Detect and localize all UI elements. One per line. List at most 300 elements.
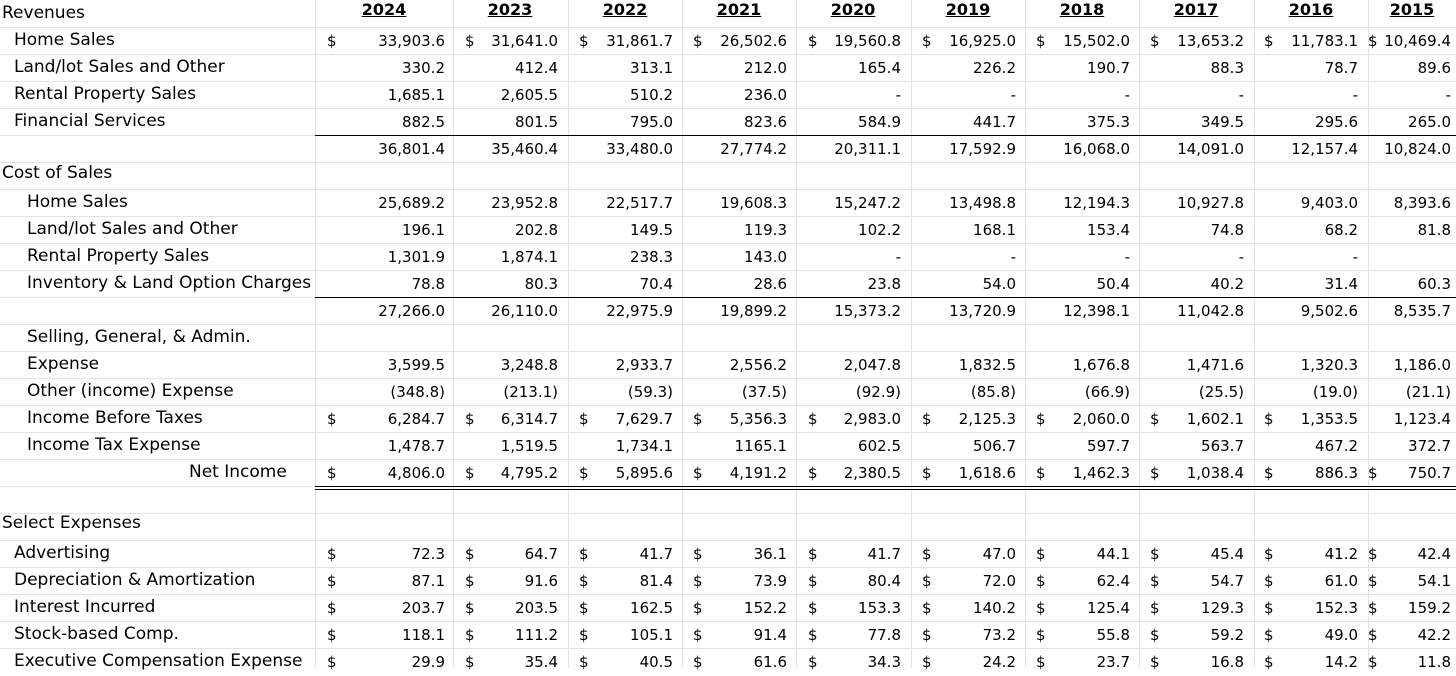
value-cell: 1,471.6: [1186, 356, 1244, 374]
income-tax-expense-row: [0, 432, 1456, 459]
currency-symbol: $: [1150, 653, 1160, 671]
currency-symbol: $: [1036, 32, 1046, 50]
value-cell: 64.7: [524, 545, 558, 563]
value-cell: 4,795.2: [500, 464, 558, 482]
value-cell: 61.0: [1324, 572, 1358, 590]
value-cell: 40.2: [1210, 275, 1244, 293]
value-cell: 54.0: [982, 275, 1016, 293]
value-cell: 91.4: [753, 626, 787, 644]
currency-symbol: $: [1368, 32, 1378, 50]
currency-symbol: $: [1036, 572, 1046, 590]
currency-symbol: $: [1368, 464, 1378, 482]
value-cell: 73.9: [753, 572, 787, 590]
currency-symbol: $: [693, 599, 703, 617]
value-cell: 203.5: [515, 599, 558, 617]
value-cell: 11,042.8: [1177, 302, 1244, 320]
value-cell: 9,502.6: [1300, 302, 1358, 320]
value-cell: 80.3: [524, 275, 558, 293]
value-cell: 2,125.3: [958, 410, 1016, 428]
value-cell: 72.0: [982, 572, 1016, 590]
value-cell: (59.3): [627, 383, 673, 401]
value-cell: 23,952.8: [491, 194, 558, 212]
total-rule: [315, 135, 1456, 136]
currency-symbol: $: [693, 32, 703, 50]
value-cell: 372.7: [1408, 437, 1451, 455]
value-cell: 226.2: [973, 59, 1016, 77]
value-cell: 26,502.6: [720, 32, 787, 50]
rev-home-sales-label: Home Sales: [14, 30, 115, 50]
value-cell: 1,301.9: [387, 248, 445, 266]
value-cell: 159.2: [1408, 599, 1451, 617]
currency-symbol: $: [1368, 572, 1378, 590]
currency-symbol: $: [579, 410, 589, 428]
currency-symbol: $: [1036, 410, 1046, 428]
value-cell: [1341, 243, 1451, 270]
value-cell: 36,801.4: [378, 140, 445, 158]
currency-symbol: $: [579, 626, 589, 644]
currency-symbol: $: [922, 626, 932, 644]
currency-symbol: $: [327, 410, 337, 428]
year-header-2: 2022: [602, 0, 648, 19]
value-cell: -: [1124, 86, 1130, 104]
value-cell: 11.8: [1417, 653, 1451, 671]
value-cell: 42.2: [1417, 626, 1451, 644]
year-header-1: 2023: [487, 0, 533, 19]
value-cell: (85.8): [970, 383, 1016, 401]
value-cell: 9,403.0: [1300, 194, 1358, 212]
income-before-taxes-row: [0, 405, 1456, 432]
value-cell: 42.4: [1417, 545, 1451, 563]
value-cell: 153.4: [1087, 221, 1130, 239]
value-cell: 1165.1: [734, 437, 787, 455]
currency-symbol: $: [465, 599, 475, 617]
currency-symbol: $: [1368, 626, 1378, 644]
value-cell: 34.3: [867, 653, 901, 671]
value-cell: 1,676.8: [1072, 356, 1130, 374]
value-cell: 41.2: [1324, 545, 1358, 563]
value-cell: [563, 324, 673, 351]
value-cell: (348.8): [390, 383, 445, 401]
currency-symbol: $: [579, 599, 589, 617]
value-cell: 750.7: [1408, 464, 1451, 482]
currency-symbol: $: [922, 572, 932, 590]
value-cell: 26,110.0: [491, 302, 558, 320]
currency-symbol: $: [1036, 626, 1046, 644]
value-cell: 1,874.1: [500, 248, 558, 266]
value-cell: 40.5: [639, 653, 673, 671]
value-cell: 47.0: [982, 545, 1016, 563]
value-cell: 118.1: [402, 626, 445, 644]
value-cell: (21.1): [1405, 383, 1451, 401]
value-cell: 165.4: [858, 59, 901, 77]
sga-expense-row: [0, 351, 1456, 378]
rev-total-row: [0, 135, 1456, 162]
value-cell: 19,560.8: [834, 32, 901, 50]
cos-home-sales-label: Home Sales: [27, 192, 128, 212]
value-cell: 330.2: [402, 59, 445, 77]
value-cell: 2,605.5: [500, 86, 558, 104]
value-cell: 14.2: [1324, 653, 1358, 671]
value-cell: 16,925.0: [949, 32, 1016, 50]
cos-land-lot-sales-row: [0, 216, 1456, 243]
currency-symbol: $: [1150, 599, 1160, 617]
value-cell: 19,899.2: [720, 302, 787, 320]
value-cell: [1020, 324, 1130, 351]
sel-exec-comp-row: [0, 648, 1456, 675]
currency-symbol: $: [808, 653, 818, 671]
value-cell: 349.5: [1201, 113, 1244, 131]
value-cell: 15,247.2: [834, 194, 901, 212]
value-cell: 140.2: [973, 599, 1016, 617]
value-cell: 70.4: [639, 275, 673, 293]
currency-symbol: $: [693, 653, 703, 671]
currency-symbol: $: [922, 32, 932, 50]
currency-symbol: $: [1264, 545, 1274, 563]
cos-land-lot-sales-label: Land/lot Sales and Other: [27, 219, 238, 239]
currency-symbol: $: [1150, 545, 1160, 563]
value-cell: 6,314.7: [500, 410, 558, 428]
value-cell: 35,460.4: [491, 140, 558, 158]
value-cell: 50.4: [1096, 275, 1130, 293]
currency-symbol: $: [327, 464, 337, 482]
value-cell: 584.9: [858, 113, 901, 131]
value-cell: -: [1010, 86, 1016, 104]
value-cell: 3,599.5: [387, 356, 445, 374]
value-cell: 49.0: [1324, 626, 1358, 644]
value-cell: 506.7: [973, 437, 1016, 455]
value-cell: 35.4: [524, 653, 558, 671]
year-header-7: 2017: [1173, 0, 1219, 19]
value-cell: 31,641.0: [491, 32, 558, 50]
cos-inventory-land-option-label: Inventory & Land Option Charges: [27, 273, 312, 293]
value-cell: 17,592.9: [949, 140, 1016, 158]
value-cell: 41.7: [867, 545, 901, 563]
currency-symbol: $: [1150, 410, 1160, 428]
value-cell: 16.8: [1210, 653, 1244, 671]
value-cell: [791, 324, 901, 351]
value-cell: 78.7: [1324, 59, 1358, 77]
value-cell: 19,608.3: [720, 194, 787, 212]
value-cell: 15,502.0: [1063, 32, 1130, 50]
section-cost-of-sales: Cost of Sales: [2, 163, 113, 183]
value-cell: 882.5: [402, 113, 445, 131]
value-cell: 24.2: [982, 653, 1016, 671]
other-income-expense-label: Other (income) Expense: [27, 381, 234, 401]
value-cell: [677, 324, 787, 351]
value-cell: 89.6: [1417, 59, 1451, 77]
value-cell: 4,806.0: [387, 464, 445, 482]
total-rule: [315, 297, 1456, 298]
currency-symbol: $: [1264, 599, 1274, 617]
currency-symbol: $: [465, 626, 475, 644]
value-cell: 33,903.6: [378, 32, 445, 50]
value-cell: 8,393.6: [1393, 194, 1451, 212]
currency-symbol: $: [693, 464, 703, 482]
currency-symbol: $: [808, 410, 818, 428]
rev-rental-property-sales-row: [0, 81, 1456, 108]
value-cell: 152.3: [1315, 599, 1358, 617]
value-cell: 14,091.0: [1177, 140, 1244, 158]
sga-expense-label: Expense: [27, 354, 100, 374]
value-cell: 823.6: [744, 113, 787, 131]
value-cell: 3,248.8: [500, 356, 558, 374]
currency-symbol: $: [1264, 572, 1274, 590]
value-cell: 81.4: [639, 572, 673, 590]
value-cell: 2,060.0: [1072, 410, 1130, 428]
value-cell: 102.2: [858, 221, 901, 239]
value-cell: 1,320.3: [1300, 356, 1358, 374]
sel-exec-comp-label: Executive Compensation Expense: [14, 651, 303, 671]
value-cell: 10,469.4: [1384, 32, 1451, 50]
year-header-3: 2021: [716, 0, 762, 19]
value-cell: [906, 324, 1016, 351]
currency-symbol: $: [465, 464, 475, 482]
currency-symbol: $: [922, 653, 932, 671]
value-cell: 12,157.4: [1291, 140, 1358, 158]
sel-stock-comp-row: [0, 621, 1456, 648]
currency-symbol: $: [922, 464, 932, 482]
value-cell: 16,068.0: [1063, 140, 1130, 158]
currency-symbol: $: [693, 410, 703, 428]
currency-symbol: $: [1264, 410, 1274, 428]
currency-symbol: $: [579, 464, 589, 482]
cos-rental-property-sales-label: Rental Property Sales: [27, 246, 210, 266]
currency-symbol: $: [1150, 626, 1160, 644]
value-cell: 91.6: [524, 572, 558, 590]
section-select-expenses: Select Expenses: [2, 513, 141, 533]
value-cell: 162.5: [630, 599, 673, 617]
value-cell: 23.8: [867, 275, 901, 293]
value-cell: -: [1010, 248, 1016, 266]
value-cell: 212.0: [744, 59, 787, 77]
value-cell: -: [1238, 248, 1244, 266]
currency-symbol: $: [693, 572, 703, 590]
value-cell: [335, 324, 445, 351]
value-cell: [1134, 324, 1244, 351]
sel-interest-incurred-label: Interest Incurred: [14, 597, 156, 617]
value-cell: 6,284.7: [387, 410, 445, 428]
cos-total-row: [0, 297, 1456, 324]
value-cell: -: [1352, 248, 1358, 266]
rev-rental-property-sales-label: Rental Property Sales: [14, 84, 197, 104]
value-cell: 74.8: [1210, 221, 1244, 239]
currency-symbol: $: [1264, 464, 1274, 482]
value-cell: -: [895, 248, 901, 266]
value-cell: 143.0: [744, 248, 787, 266]
value-cell: 441.7: [973, 113, 1016, 131]
value-cell: 87.1: [411, 572, 445, 590]
value-cell: 23.7: [1096, 653, 1130, 671]
currency-symbol: $: [808, 626, 818, 644]
value-cell: 510.2: [630, 86, 673, 104]
total-rule: [315, 486, 1456, 490]
value-cell: 1,602.1: [1186, 410, 1244, 428]
year-header-6: 2018: [1059, 0, 1105, 19]
cos-home-sales-row: [0, 189, 1456, 216]
value-cell: 25,689.2: [378, 194, 445, 212]
value-cell: 5,356.3: [729, 410, 787, 428]
value-cell: 1,353.5: [1300, 410, 1358, 428]
currency-symbol: $: [808, 599, 818, 617]
currency-symbol: $: [1036, 545, 1046, 563]
value-cell: 31,861.7: [606, 32, 673, 50]
value-cell: 10,824.0: [1384, 140, 1451, 158]
rev-financial-services-row: [0, 108, 1456, 135]
currency-symbol: $: [1150, 572, 1160, 590]
net-income-row: [0, 459, 1456, 486]
value-cell: (37.5): [741, 383, 787, 401]
value-cell: 80.4: [867, 572, 901, 590]
value-cell: 1,478.7: [387, 437, 445, 455]
value-cell: 190.7: [1087, 59, 1130, 77]
value-cell: 5,895.6: [615, 464, 673, 482]
year-header-8: 2016: [1288, 0, 1334, 19]
value-cell: 22,975.9: [606, 302, 673, 320]
value-cell: 236.0: [744, 86, 787, 104]
currency-symbol: $: [327, 32, 337, 50]
value-cell: (66.9): [1084, 383, 1130, 401]
value-cell: 73.2: [982, 626, 1016, 644]
currency-symbol: $: [327, 572, 337, 590]
value-cell: 8,535.7: [1393, 302, 1451, 320]
value-cell: 129.3: [1201, 599, 1244, 617]
currency-symbol: $: [327, 626, 337, 644]
value-cell: -: [1238, 86, 1244, 104]
year-header-5: 2019: [945, 0, 991, 19]
value-cell: 265.0: [1408, 113, 1451, 131]
value-cell: 196.1: [402, 221, 445, 239]
value-cell: 238.3: [630, 248, 673, 266]
value-cell: 2,047.8: [843, 356, 901, 374]
value-cell: 1,519.5: [500, 437, 558, 455]
row-gridline: [0, 513, 1456, 514]
currency-symbol: $: [1368, 599, 1378, 617]
value-cell: 13,498.8: [949, 194, 1016, 212]
value-cell: 44.1: [1096, 545, 1130, 563]
value-cell: 28.6: [753, 275, 787, 293]
value-cell: [448, 324, 558, 351]
currency-symbol: $: [1368, 653, 1378, 671]
section-revenues: Revenues: [2, 3, 85, 23]
value-cell: 31.4: [1324, 275, 1358, 293]
value-cell: 41.7: [639, 545, 673, 563]
year-header-0: 2024: [361, 0, 407, 19]
value-cell: 15,373.2: [834, 302, 901, 320]
currency-symbol: $: [1368, 545, 1378, 563]
value-cell: 168.1: [973, 221, 1016, 239]
value-cell: 62.4: [1096, 572, 1130, 590]
income-tax-expense-label: Income Tax Expense: [27, 435, 201, 455]
value-cell: 68.2: [1324, 221, 1358, 239]
value-cell: 12,398.1: [1063, 302, 1130, 320]
currency-symbol: $: [579, 653, 589, 671]
value-cell: 1,038.4: [1186, 464, 1244, 482]
income-before-taxes-label: Income Before Taxes: [27, 408, 203, 428]
value-cell: 1,462.3: [1072, 464, 1130, 482]
year-header-9: 2015: [1389, 0, 1435, 19]
value-cell: 27,266.0: [378, 302, 445, 320]
value-cell: 61.6: [753, 653, 787, 671]
value-cell: 203.7: [402, 599, 445, 617]
value-cell: 801.5: [515, 113, 558, 131]
value-cell: 11,783.1: [1291, 32, 1358, 50]
other-income-expense-row: [0, 378, 1456, 405]
sel-advertising-label: Advertising: [14, 543, 111, 563]
value-cell: 1,618.6: [958, 464, 1016, 482]
sga-label-label: Selling, General, & Admin.: [27, 327, 251, 347]
value-cell: -: [1124, 248, 1130, 266]
value-cell: (213.1): [503, 383, 558, 401]
value-cell: 33,480.0: [606, 140, 673, 158]
value-cell: 152.2: [744, 599, 787, 617]
value-cell: 45.4: [1210, 545, 1244, 563]
value-cell: 13,720.9: [949, 302, 1016, 320]
rev-home-sales-row: [0, 27, 1456, 54]
currency-symbol: $: [808, 545, 818, 563]
value-cell: 27,774.2: [720, 140, 787, 158]
currency-symbol: $: [808, 464, 818, 482]
currency-symbol: $: [808, 572, 818, 590]
sel-interest-incurred-row: [0, 594, 1456, 621]
value-cell: 467.2: [1315, 437, 1358, 455]
value-cell: 22,517.7: [606, 194, 673, 212]
value-cell: -: [895, 86, 901, 104]
currency-symbol: $: [922, 545, 932, 563]
value-cell: 602.5: [858, 437, 901, 455]
currency-symbol: $: [1150, 464, 1160, 482]
value-cell: 78.8: [411, 275, 445, 293]
rev-land-lot-sales-row: [0, 54, 1456, 81]
value-cell: 125.4: [1087, 599, 1130, 617]
value-cell: 59.2: [1210, 626, 1244, 644]
value-cell: -: [1445, 86, 1451, 104]
currency-symbol: $: [465, 410, 475, 428]
value-cell: 795.0: [630, 113, 673, 131]
currency-symbol: $: [922, 410, 932, 428]
rev-land-lot-sales-label: Land/lot Sales and Other: [14, 57, 225, 77]
year-header-4: 2020: [830, 0, 876, 19]
currency-symbol: $: [327, 599, 337, 617]
value-cell: 77.8: [867, 626, 901, 644]
value-cell: 72.3: [411, 545, 445, 563]
currency-symbol: $: [1264, 32, 1274, 50]
value-cell: 1,186.0: [1393, 356, 1451, 374]
currency-symbol: $: [922, 599, 932, 617]
value-cell: 55.8: [1096, 626, 1130, 644]
currency-symbol: $: [693, 626, 703, 644]
value-cell: 1,832.5: [958, 356, 1016, 374]
value-cell: 36.1: [753, 545, 787, 563]
currency-symbol: $: [1036, 653, 1046, 671]
value-cell: (92.9): [855, 383, 901, 401]
value-cell: 2,933.7: [615, 356, 673, 374]
value-cell: 2,556.2: [729, 356, 787, 374]
value-cell: 7,629.7: [615, 410, 673, 428]
value-cell: 295.6: [1315, 113, 1358, 131]
value-cell: (19.0): [1312, 383, 1358, 401]
value-cell: (25.5): [1198, 383, 1244, 401]
value-cell: 563.7: [1201, 437, 1244, 455]
value-cell: 29.9: [411, 653, 445, 671]
sel-stock-comp-label: Stock-based Comp.: [14, 624, 179, 644]
sel-depreciation-label: Depreciation & Amortization: [14, 570, 256, 590]
value-cell: 375.3: [1087, 113, 1130, 131]
rev-financial-services-label: Financial Services: [14, 111, 166, 131]
currency-symbol: $: [1264, 653, 1274, 671]
value-cell: 313.1: [630, 59, 673, 77]
cos-inventory-land-option-row: [0, 270, 1456, 297]
currency-symbol: $: [1264, 626, 1274, 644]
